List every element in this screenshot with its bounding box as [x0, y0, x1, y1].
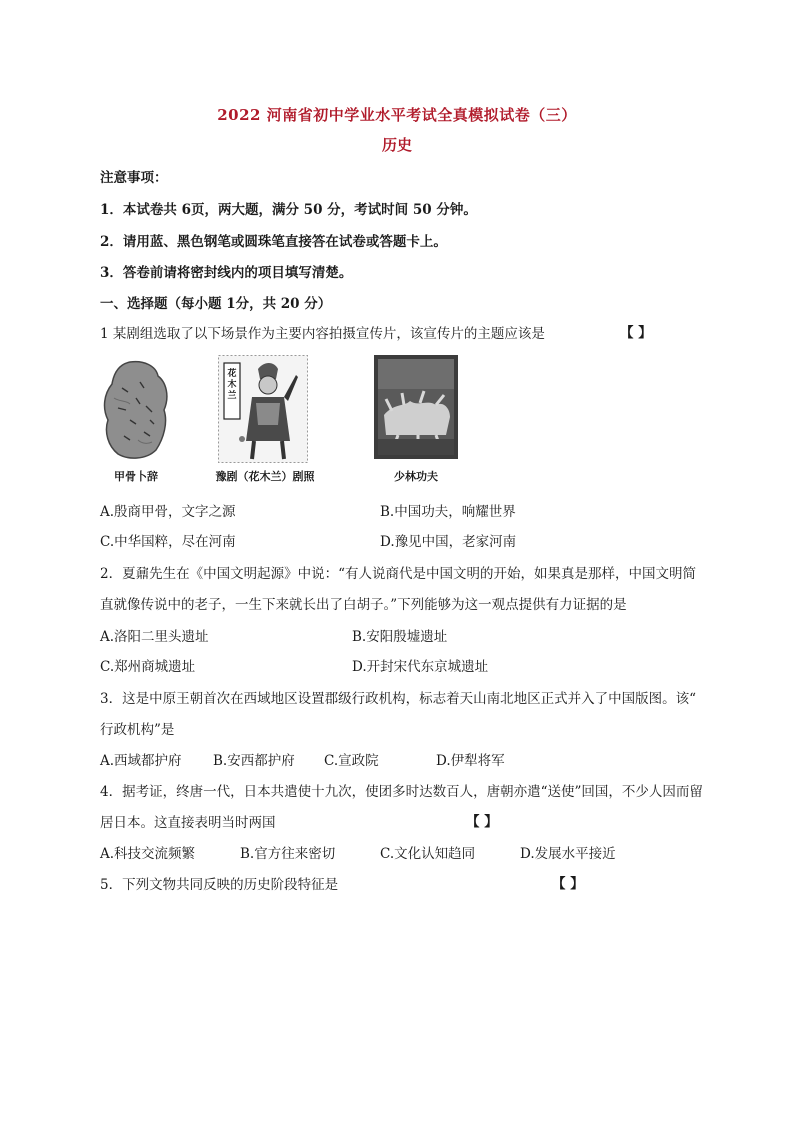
shaolin-kungfu-photo	[374, 355, 458, 459]
notice-item-3: 3．答卷前请将密封线内的项目填写清楚。	[100, 265, 353, 281]
q3-option-d[interactable]: D.伊犁将军	[436, 753, 505, 769]
q1-option-c[interactable]: C.中华国粹，尽在河南	[100, 534, 236, 550]
q3-option-b[interactable]: B.安西都护府	[213, 753, 295, 769]
oracle-bone-image	[100, 358, 172, 462]
q4-option-c[interactable]: C.文化认知趋同	[380, 846, 476, 862]
q4-option-b[interactable]: B.官方往来密切	[240, 846, 336, 862]
q1-image-caption-2: 豫剧（花木兰）剧照	[215, 470, 315, 483]
q3-option-a[interactable]: A.西域都护府	[100, 753, 182, 769]
q3-stem-line-2: 行政机构”是	[100, 722, 175, 738]
notice-item-1: 1．本试卷共 6页，两大题，满分 50 分，考试时间 50 分钟。	[100, 202, 477, 218]
q1-image-caption-3: 少林功夫	[394, 470, 438, 483]
q5-answer-bracket: 【 】	[552, 876, 584, 892]
q2-option-c[interactable]: C.郑州商城遗址	[100, 659, 196, 675]
q1-option-a[interactable]: A.殷商甲骨，文字之源	[100, 504, 236, 520]
exam-subject: 历史	[381, 136, 412, 154]
q3-option-c[interactable]: C.宣政院	[324, 753, 379, 769]
q4-stem-line-1: 4．据考证，终唐一代，日本共遣使十九次，使团多时达数百人，唐朝亦遣“送使”回国，不少人因而留	[100, 784, 703, 800]
q4-stem-line-2: 居日本。这直接表明当时两国	[100, 815, 276, 831]
exam-title: 2022 河南省初中学业水平考试全真模拟试卷（三）	[217, 106, 577, 124]
q1-option-d[interactable]: D.豫见中国，老家河南	[380, 534, 517, 550]
notice-heading: 注意事项：	[100, 170, 168, 186]
q1-answer-bracket: 【 】	[620, 325, 652, 341]
q2-stem-line-1: 2．夏鼐先生在《中国文明起源》中说：“有人说商代是中国文明的开始，如果真是那样，中国文明简	[100, 566, 696, 582]
q2-option-d[interactable]: D.开封宋代东京城遗址	[352, 659, 489, 675]
q2-option-a[interactable]: A.洛阳二里头遗址	[100, 629, 209, 645]
q1-option-b[interactable]: B.中国功夫，响耀世界	[380, 504, 516, 520]
q1-image-caption-1: 甲骨卜辞	[114, 470, 158, 483]
q1-stem: 1 某剧组选取了以下场景作为主要内容拍摄宣传片，该宣传片的主题应该是	[100, 326, 545, 342]
notice-item-2: 2．请用蓝、黑色钢笔或圆珠笔直接答在试卷或答题卡上。	[100, 234, 447, 250]
q5-stem: 5．下列文物共同反映的历史阶段特征是	[100, 877, 339, 893]
q3-stem-line-1: 3．这是中原王朝首次在西域地区设置郡级行政机构，标志着天山南北地区正式并入了中国版图。该“	[100, 691, 696, 707]
section-1-heading: 一、选择题（每小题 1分，共 20 分）	[100, 296, 332, 312]
q4-option-d[interactable]: D.发展水平接近	[520, 846, 616, 862]
q4-answer-bracket: 【 】	[466, 814, 498, 830]
q2-option-b[interactable]: B.安阳殷墟遗址	[352, 629, 448, 645]
yu-opera-inner-label: 花木兰	[227, 369, 237, 401]
q2-stem-line-2: 直就像传说中的老子，一生下来就长出了白胡子。”下列能够为这一观点提供有力证据的是	[100, 597, 627, 613]
q4-option-a[interactable]: A.科技交流频繁	[100, 846, 196, 862]
